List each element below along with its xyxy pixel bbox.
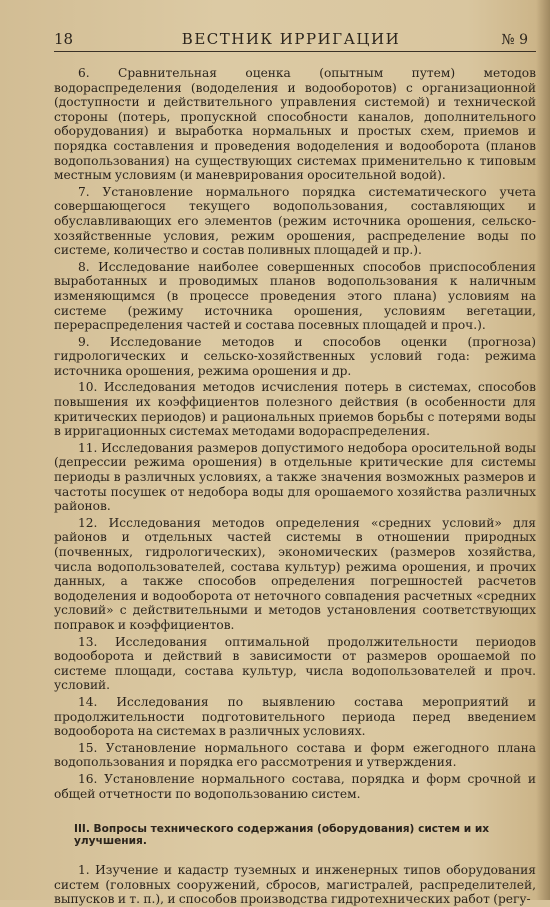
running-head [54,30,536,52]
paragraph-13: 13. Исследования оптимальной продолжительности периодов водооборота и действий в зависимости от размеров орошаемой по системе площади, состава культур, числа водопользователей и проч. условий. [54,634,536,693]
paragraph-9: 9. Исследование методов и способов оценки (прогноза) гидрологических и сельско-хозяйственных условий года: режима источника орошения, режима орошения и др. [54,334,536,378]
paragraph-12: 12. Исследования методов определения «средних условий» для районов и отдельных частей системы в отношении природных (почвенных, гидрологических), экономических (размеров хозяйства, числа водопользователей, состава культур) режима орошения, и прочих данных, а также способов определения погрешностей расчетов вододеления и водооборота от неточного совпадения расчетных «средних условий» с действительными и методов установления соответствующих поправок и коэффициентов. [54,515,536,632]
issue-number: № 9 [501,32,528,48]
paragraph-14: 14. Исследования по выявлению состава мероприятий и продолжительности подготовительного периода перед введением водооборота на системах в различных условиях. [54,694,536,739]
journal-title: ВЕСТНИК ИРРИГАЦИИ [181,30,401,48]
paragraph-11: 11. Исследования размеров допустимого недобора оросительной воды (депрессии режима орошения) в отдельные критические для системы периоды в различных условиях, а также значения возможных размеров и частоты посушек от недобора воды для орошаемого хозяйства различных районов. [54,440,536,514]
page-number: 18 [54,30,74,48]
section-heading: III. Вопросы технического содержания (оборудования) систем и их улучшения. [74,823,490,848]
paragraph-7: 7. Установление нормального порядка систематического учета совершающегося текущего водопользования, составляющих и обуславливающих его элементов (режим источника орошения, сельско-хозяйственные условия, режим орошения, распределение воды по системе, количество и состав поливных площадей и пр.). [54,184,536,258]
paragraph-16: 16. Установление нормального состава, порядка и форм срочной и общей отчетности по водопользованию систем. [54,771,536,801]
paragraph-10: 10. Исследования методов исчисления потерь в системах, способов повышения их коэффициентов полезного действия (в особенности для критических периодов) и рациональных приемов борьбы с потерями воды в ирригационных системах методами водораспределения. [54,380,536,439]
paragraph-15: 15. Установление нормального состава и форм ежегодного плана водопользования и порядка его рассмотрения и утверждения. [54,740,536,770]
paragraph-8: 8. Исследование наиболее совершенных способов приспособления выработанных и проводимых планов водопользования к наличным изменяющимся (в процессе проведения этого плана) условиям на системе (режиму источника орошения, условиям вегетации, перераспределения частей и состава посевных площадей и проч.). [54,259,536,333]
paragraph-section3-1: 1. Изучение и кадастр туземных и инженерных типов оборудования систем (головных сооружений, сбросов, магистралей, распределителей, выпусков и т. п.), и способов производства гидротехнических работ (регу- [54,863,536,907]
paragraph-6: 6. Сравнительная оценка (опытным путем) методов водораспределения (вододеления и водооборотов) с организационной (доступности и действительного управления системой) и технической стороны (потерь, пропускной способности каналов, дополнительного оборудования) и выработка нормальных и простых схем, приемов и порядка составления и проведения вододеления и водооборота (планов водопользования) на существующих системах применительно к типовым местным условиям (и маневрирования оросительной водой). [54,66,536,183]
body-text [54,66,536,801]
